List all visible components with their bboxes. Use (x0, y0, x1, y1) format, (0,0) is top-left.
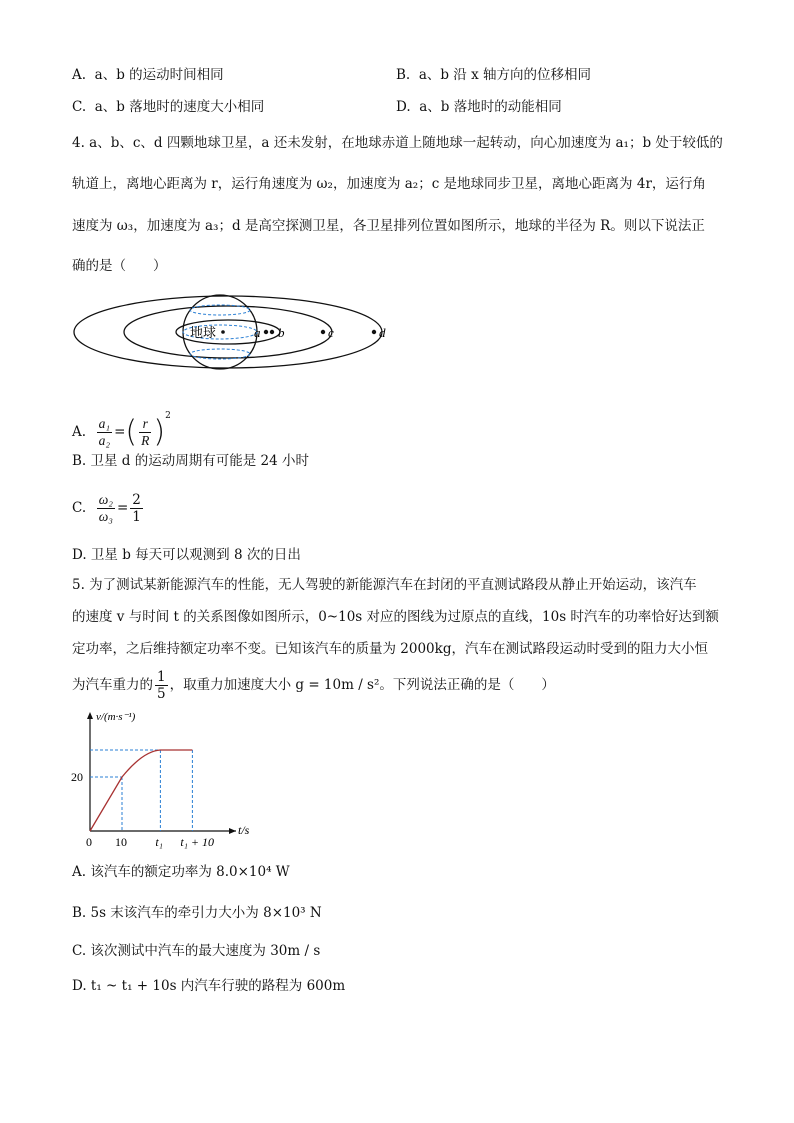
velocity-curve (90, 750, 192, 831)
q3-option-b: B. a、b 沿 x 轴方向的位移相同 (396, 67, 591, 83)
q4-option-c: C. $\frac{\text{ω₂}}{\text{ω₃}}$ = $\frac{2}{1}$ (72, 492, 141, 525)
q3-option-a: A. a、b 的运动时间相同 (72, 67, 224, 83)
x-axis-label: t/s (238, 823, 250, 837)
q5-stem-line-1: 5. 为了测试某新能源汽车的性能，无人驾驶的新能源汽车在封闭的平直测试路段从静止开始运动，该汽车 (72, 577, 697, 593)
sat-c-dot (321, 330, 325, 334)
sat-d-dot (372, 330, 376, 334)
orbit-d (74, 296, 382, 368)
x-axis-arrow (229, 828, 236, 834)
sat-b-dot (270, 330, 274, 334)
velocity-time-chart (68, 706, 268, 852)
q5-option-c: C. 该次测试中汽车的最大速度为 30m / s (72, 943, 321, 959)
q5-option-d: D. t₁ ~ t₁ + 10s 内汽车行驶的路程为 600m (72, 978, 346, 994)
q4-stem-line-4: 确的是（ ） (72, 258, 167, 274)
q5-option-b: B. 5s 末该汽车的牵引力大小为 8×10³ N (72, 905, 322, 921)
y-axis-arrow (87, 712, 93, 719)
q4-option-b: B. 卫星 d 的运动周期有可能是 24 小时 (72, 453, 309, 469)
orbit-diagram (70, 290, 400, 374)
q4-stem-line-2: 轨道上，离地心距离为 r，运行角速度为 ω₂，加速度为 a₂；c 是地球同步卫星，离地心距离为 4r，运行角 (72, 176, 706, 192)
q5-option-a: A. 该汽车的额定功率为 8.0×10⁴ W (72, 864, 290, 880)
earth-label: 地球 (190, 325, 217, 340)
x-tick-0: 0 (86, 835, 92, 849)
q5-stem-line-3: 定功率，之后维持额定功率不变。已知该汽车的质量为 2000kg，汽车在测试路段运动时受到的阻力大小恒 (72, 641, 708, 657)
q3-option-c: C. a、b 落地时的速度大小相同 (72, 99, 265, 115)
x-tick-t1: t₁ (155, 835, 163, 849)
q4-stem-line-3: 速度为 ω₃，加速度为 a₃；d 是高空探测卫星，各卫星排列位置如图所示，地球的半径为 R。则以下说法正 (72, 218, 705, 234)
y-axis-label: v/(m·s⁻¹) (96, 711, 136, 723)
q3-option-d: D. a、b 落地时的动能相同 (396, 99, 562, 115)
x-tick-10: 10 (115, 835, 127, 849)
sat-c-label: c (328, 325, 334, 340)
sat-d-label: d (379, 325, 386, 340)
sat-a-label: a (254, 325, 261, 340)
orbit-c (124, 306, 332, 358)
q4-option-a: A. $\frac{\text{a₁}}{\text{a₂}}$ =( $\frac{r}{R}$ )$^2$ (72, 411, 171, 450)
q4-stem-line-1: 4. a、b、c、d 四颗地球卫星，a 还未发射，在地球赤道上随地球一起转动，向心加速度为 a₁；b 处于较低的 (72, 135, 723, 151)
q5-stem-line-2: 的速度 v 与时间 t 的关系图像如图所示，0~10s 对应的图线为过原点的直线，10s 时汽车的功率恰好达到额 (72, 609, 719, 625)
x-tick-t1-plus-10: t₁ + 10 (180, 835, 215, 849)
q4-option-d: D. 卫星 b 每天可以观测到 8 次的日出 (72, 547, 301, 563)
y-tick-20: 20 (71, 770, 83, 784)
sat-a-dot (264, 330, 268, 334)
sat-b-label: b (278, 325, 285, 340)
earth-center-dot (221, 330, 225, 334)
q5-stem-line-4: 为汽车重力的 $\frac{1}{5}$ ，取重力加速度大小 g = 10m / s²。下列说法正确的是（ ） (72, 669, 555, 702)
